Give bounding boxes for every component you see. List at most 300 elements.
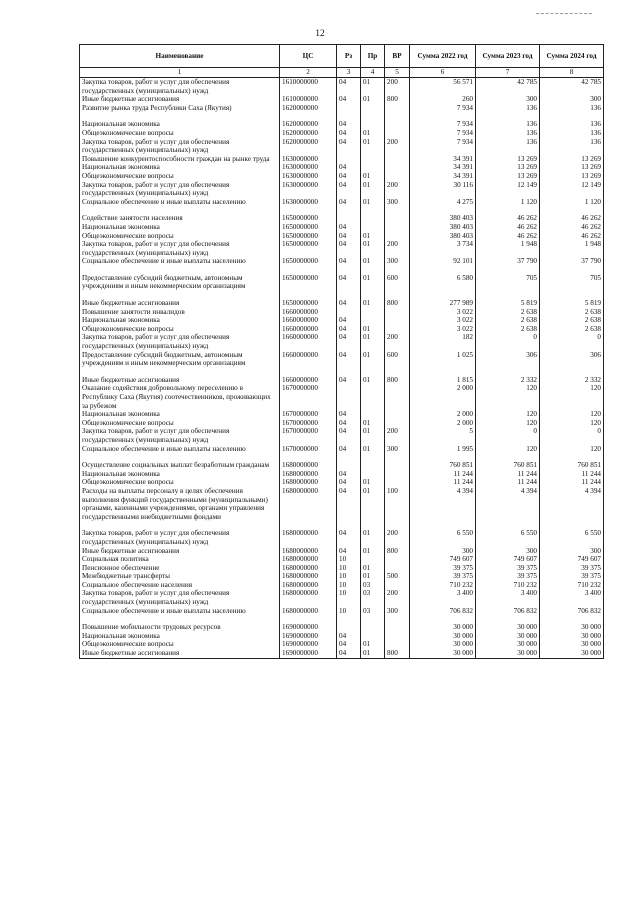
cell-vr: [385, 291, 410, 299]
cell-sum-2024: 120: [540, 445, 604, 454]
cell-name: Расходы на выплаты персоналу в целях обеспечения выполнения функций государственными (муниципальными) органами, казенными учреждениями, органами управления государственными внебюджетными фондами: [80, 487, 280, 521]
cell-vr: 800: [385, 95, 410, 104]
cell-cs: 1690000000: [280, 623, 337, 632]
cell-sum-2022: [410, 521, 476, 529]
cell-pr: [361, 316, 385, 325]
cell-sum-2024: 749 607: [540, 555, 604, 564]
cell-sum-2022: 380 403: [410, 223, 476, 232]
cell-sum-2024: 37 790: [540, 257, 604, 266]
cell-sum-2022: 39 375: [410, 572, 476, 581]
cell-rz: [337, 521, 361, 529]
cell-sum-2024: 1 948: [540, 240, 604, 257]
cell-rz: 04: [337, 257, 361, 266]
cell-pr: 01: [361, 129, 385, 138]
cell-pr: 01: [361, 564, 385, 573]
table-row: [80, 120, 604, 129]
cell-sum-2024: 2 638: [540, 308, 604, 317]
table-row: [80, 104, 604, 113]
cell-vr: [385, 325, 410, 334]
table-row: [80, 232, 604, 241]
cell-pr: 01: [361, 376, 385, 385]
cell-name: Повышение мобильности трудовых ресурсов: [80, 623, 280, 632]
cell-pr: 01: [361, 232, 385, 241]
cell-sum-2024: 5 819: [540, 299, 604, 308]
cell-name: Иные бюджетные ассигнования: [80, 649, 280, 658]
cell-cs: 1620000000: [280, 104, 337, 113]
cell-cs: [280, 615, 337, 623]
header-number-row: [80, 68, 604, 78]
table-row: [80, 564, 604, 573]
cell-rz: [337, 112, 361, 120]
cell-vr: 800: [385, 299, 410, 308]
table-row: [80, 581, 604, 590]
cell-vr: [385, 172, 410, 181]
col-header-rz: Рз: [337, 45, 361, 68]
cell-sum-2024: [540, 206, 604, 214]
cell-cs: 1670000000: [280, 427, 337, 444]
cell-sum-2022: 34 391: [410, 172, 476, 181]
cell-cs: 1650000000: [280, 232, 337, 241]
cell-name: Закупка товаров, работ и услуг для обеспечения государственных (муниципальных) нужд: [80, 240, 280, 257]
table-row: [80, 291, 604, 299]
table-row: [80, 299, 604, 308]
cell-pr: [361, 453, 385, 461]
cell-rz: 10: [337, 581, 361, 590]
cell-sum-2023: 136: [476, 138, 540, 155]
cell-cs: [280, 112, 337, 120]
cell-sum-2024: [540, 266, 604, 274]
cell-rz: 04: [337, 640, 361, 649]
cell-sum-2022: 7 934: [410, 138, 476, 155]
cell-name: Предоставление субсидий бюджетным, автономным учреждениям и иным некоммерческим организациям: [80, 274, 280, 291]
cell-name: Повышение конкурентоспособности граждан на рынке труда: [80, 155, 280, 164]
cell-pr: [361, 632, 385, 641]
cell-rz: [337, 155, 361, 164]
cell-sum-2022: 277 989: [410, 299, 476, 308]
cell-sum-2022: [410, 453, 476, 461]
cell-cs: 1680000000: [280, 564, 337, 573]
cell-vr: [385, 410, 410, 419]
cell-vr: 500: [385, 572, 410, 581]
table-row: [80, 316, 604, 325]
cell-sum-2022: 7 934: [410, 129, 476, 138]
cell-vr: [385, 453, 410, 461]
cell-rz: 04: [337, 529, 361, 546]
cell-sum-2022: 760 851: [410, 461, 476, 470]
cell-pr: [361, 163, 385, 172]
cell-name: [80, 521, 280, 529]
cell-pr: [361, 223, 385, 232]
cell-rz: 04: [337, 470, 361, 479]
cell-cs: 1630000000: [280, 172, 337, 181]
cell-vr: [385, 155, 410, 164]
cell-sum-2023: 0: [476, 333, 540, 350]
cell-sum-2022: 92 101: [410, 257, 476, 266]
cell-vr: [385, 120, 410, 129]
table-row: [80, 445, 604, 454]
cell-sum-2023: [476, 521, 540, 529]
cell-name: Национальная экономика: [80, 163, 280, 172]
cell-pr: 01: [361, 198, 385, 207]
table-row: [80, 615, 604, 623]
col-number: 8: [540, 68, 604, 78]
col-header-sum-2022: Сумма 2022 год: [410, 45, 476, 68]
cell-vr: [385, 206, 410, 214]
cell-pr: 01: [361, 274, 385, 291]
cell-sum-2023: [476, 206, 540, 214]
cell-sum-2022: 4 394: [410, 487, 476, 521]
cell-pr: 01: [361, 325, 385, 334]
cell-rz: [337, 104, 361, 113]
table-row: [80, 419, 604, 428]
table-row: [80, 427, 604, 444]
cell-rz: 10: [337, 607, 361, 616]
cell-vr: [385, 308, 410, 317]
table-row: [80, 384, 604, 410]
cell-vr: [385, 223, 410, 232]
cell-rz: [337, 615, 361, 623]
cell-sum-2023: [476, 615, 540, 623]
cell-sum-2023: 13 269: [476, 172, 540, 181]
cell-sum-2022: 380 403: [410, 232, 476, 241]
cell-sum-2024: 30 000: [540, 649, 604, 658]
cell-name: Закупка товаров, работ и услуг для обеспечения государственных (муниципальных) нужд: [80, 529, 280, 546]
cell-cs: 1660000000: [280, 308, 337, 317]
cell-pr: 01: [361, 427, 385, 444]
table-row: [80, 198, 604, 207]
cell-sum-2022: 3 400: [410, 589, 476, 606]
cell-sum-2023: [476, 291, 540, 299]
cell-name: Повышение занятости инвалидов: [80, 308, 280, 317]
cell-vr: [385, 581, 410, 590]
cell-sum-2023: 0: [476, 427, 540, 444]
table-row: [80, 376, 604, 385]
table-row: [80, 172, 604, 181]
cell-cs: 1650000000: [280, 214, 337, 223]
cell-sum-2024: [540, 291, 604, 299]
cell-pr: [361, 308, 385, 317]
cell-sum-2022: [410, 291, 476, 299]
cell-sum-2023: 136: [476, 120, 540, 129]
table-row: [80, 478, 604, 487]
cell-sum-2024: 3 400: [540, 589, 604, 606]
cell-pr: [361, 470, 385, 479]
table-row: [80, 325, 604, 334]
cell-sum-2022: 6 580: [410, 274, 476, 291]
cell-sum-2024: 11 244: [540, 470, 604, 479]
col-number: 5: [385, 68, 410, 78]
cell-sum-2022: 39 375: [410, 564, 476, 573]
cell-vr: 800: [385, 376, 410, 385]
cell-rz: 10: [337, 572, 361, 581]
cell-sum-2023: [476, 266, 540, 274]
table-row: [80, 206, 604, 214]
table-row: [80, 223, 604, 232]
cell-sum-2023: 37 790: [476, 257, 540, 266]
cell-vr: [385, 555, 410, 564]
cell-rz: 04: [337, 240, 361, 257]
cell-sum-2024: 710 232: [540, 581, 604, 590]
cell-sum-2023: 30 000: [476, 649, 540, 658]
cell-sum-2022: [410, 615, 476, 623]
cell-name: [80, 266, 280, 274]
cell-cs: 1680000000: [280, 487, 337, 521]
cell-vr: 200: [385, 529, 410, 546]
cell-pr: 01: [361, 138, 385, 155]
cell-vr: [385, 163, 410, 172]
cell-rz: 04: [337, 120, 361, 129]
cell-sum-2022: 2 000: [410, 384, 476, 410]
table-row: [80, 572, 604, 581]
cell-sum-2022: 1 995: [410, 445, 476, 454]
cell-pr: [361, 521, 385, 529]
cell-sum-2024: 42 785: [540, 78, 604, 96]
cell-sum-2024: 136: [540, 129, 604, 138]
cell-sum-2022: 7 934: [410, 120, 476, 129]
cell-vr: [385, 104, 410, 113]
cell-cs: 1650000000: [280, 223, 337, 232]
cell-name: Содействие занятости населения: [80, 214, 280, 223]
cell-name: Общеэкономические вопросы: [80, 419, 280, 428]
cell-vr: 300: [385, 198, 410, 207]
cell-pr: 01: [361, 78, 385, 96]
cell-sum-2023: 46 262: [476, 214, 540, 223]
cell-sum-2024: 2 638: [540, 325, 604, 334]
cell-rz: 04: [337, 138, 361, 155]
table-row: [80, 623, 604, 632]
cell-vr: [385, 368, 410, 376]
cell-vr: 300: [385, 257, 410, 266]
cell-sum-2024: 4 394: [540, 487, 604, 521]
table-row: [80, 333, 604, 350]
cell-sum-2022: [410, 112, 476, 120]
cell-pr: [361, 555, 385, 564]
cell-sum-2022: 30 000: [410, 649, 476, 658]
cell-rz: 04: [337, 299, 361, 308]
cell-sum-2023: 13 269: [476, 155, 540, 164]
cell-sum-2023: 39 375: [476, 572, 540, 581]
cell-name: Национальная экономика: [80, 632, 280, 641]
cell-name: Общеэкономические вопросы: [80, 172, 280, 181]
cell-rz: [337, 623, 361, 632]
cell-name: Национальная экономика: [80, 120, 280, 129]
cell-sum-2023: 39 375: [476, 564, 540, 573]
cell-sum-2024: 300: [540, 547, 604, 556]
cell-name: Общеэкономические вопросы: [80, 129, 280, 138]
cell-name: [80, 368, 280, 376]
cell-sum-2022: 300: [410, 547, 476, 556]
cell-vr: 100: [385, 487, 410, 521]
cell-pr: [361, 206, 385, 214]
cell-sum-2022: 30 000: [410, 632, 476, 641]
cell-sum-2024: 136: [540, 104, 604, 113]
cell-sum-2023: 46 262: [476, 223, 540, 232]
cell-pr: 01: [361, 478, 385, 487]
cell-pr: 01: [361, 299, 385, 308]
cell-sum-2022: 34 391: [410, 163, 476, 172]
cell-sum-2024: 760 851: [540, 461, 604, 470]
cell-pr: [361, 623, 385, 632]
cell-cs: 1690000000: [280, 649, 337, 658]
cell-name: [80, 112, 280, 120]
cell-pr: 01: [361, 333, 385, 350]
table-row: [80, 155, 604, 164]
cell-cs: 1620000000: [280, 129, 337, 138]
cell-vr: 200: [385, 333, 410, 350]
cell-pr: 01: [361, 181, 385, 198]
cell-sum-2022: 2 000: [410, 419, 476, 428]
cell-sum-2022: 182: [410, 333, 476, 350]
cell-sum-2022: 1 815: [410, 376, 476, 385]
cell-sum-2022: 34 391: [410, 155, 476, 164]
cell-sum-2024: 11 244: [540, 478, 604, 487]
cell-name: Осуществление социальных выплат безработным гражданам: [80, 461, 280, 470]
cell-name: Национальная экономика: [80, 223, 280, 232]
cell-cs: 1690000000: [280, 632, 337, 641]
cell-pr: 03: [361, 589, 385, 606]
cell-sum-2023: 2 332: [476, 376, 540, 385]
cell-cs: 1670000000: [280, 419, 337, 428]
cell-sum-2023: 300: [476, 95, 540, 104]
cell-rz: [337, 308, 361, 317]
cell-sum-2022: 710 232: [410, 581, 476, 590]
cell-sum-2023: 706 832: [476, 607, 540, 616]
cell-cs: 1630000000: [280, 155, 337, 164]
cell-vr: [385, 521, 410, 529]
table-row: [80, 240, 604, 257]
cell-name: [80, 453, 280, 461]
col-number: 4: [361, 68, 385, 78]
cell-sum-2024: 30 000: [540, 640, 604, 649]
cell-pr: [361, 384, 385, 410]
cell-sum-2023: 120: [476, 445, 540, 454]
cell-name: Социальное обеспечение и иные выплаты населению: [80, 198, 280, 207]
cell-name: Общеэкономические вопросы: [80, 232, 280, 241]
col-header-sum-2024: Сумма 2024 год: [540, 45, 604, 68]
table-row: [80, 470, 604, 479]
cell-sum-2022: 3 734: [410, 240, 476, 257]
cell-sum-2022: [410, 266, 476, 274]
cell-sum-2022: 3 022: [410, 316, 476, 325]
col-number: 2: [280, 68, 337, 78]
cell-sum-2024: 120: [540, 384, 604, 410]
table-row: [80, 649, 604, 658]
cell-cs: 1690000000: [280, 640, 337, 649]
cell-pr: 01: [361, 649, 385, 658]
cell-name: Иные бюджетные ассигнования: [80, 547, 280, 556]
cell-rz: 04: [337, 95, 361, 104]
cell-vr: 200: [385, 427, 410, 444]
cell-vr: 600: [385, 351, 410, 368]
cell-pr: 01: [361, 240, 385, 257]
cell-sum-2022: 11 244: [410, 478, 476, 487]
cell-pr: [361, 112, 385, 120]
cell-cs: 1650000000: [280, 240, 337, 257]
cell-sum-2023: 120: [476, 419, 540, 428]
cell-sum-2022: 5: [410, 427, 476, 444]
cell-rz: [337, 368, 361, 376]
cell-cs: 1620000000: [280, 138, 337, 155]
col-header-name: Наименование: [80, 45, 280, 68]
cell-cs: 1660000000: [280, 376, 337, 385]
cell-sum-2022: 260: [410, 95, 476, 104]
cell-name: Предоставление субсидий бюджетным, автономным учреждениям и иным некоммерческим организациям: [80, 351, 280, 368]
cell-cs: 1680000000: [280, 589, 337, 606]
col-header-cs: ЦС: [280, 45, 337, 68]
cell-rz: [337, 384, 361, 410]
table-row: [80, 453, 604, 461]
cell-pr: [361, 214, 385, 223]
table-row: [80, 266, 604, 274]
cell-sum-2024: [540, 615, 604, 623]
cell-rz: 04: [337, 163, 361, 172]
cell-cs: 1660000000: [280, 351, 337, 368]
cell-cs: 1680000000: [280, 581, 337, 590]
table-row: [80, 78, 604, 96]
cell-sum-2022: 380 403: [410, 214, 476, 223]
cell-sum-2022: 11 244: [410, 470, 476, 479]
cell-rz: 04: [337, 198, 361, 207]
cell-rz: 04: [337, 478, 361, 487]
cell-pr: 01: [361, 95, 385, 104]
cell-vr: [385, 266, 410, 274]
cell-name: Закупка товаров, работ и услуг для обеспечения государственных (муниципальных) нужд: [80, 333, 280, 350]
cell-sum-2024: 136: [540, 138, 604, 155]
cell-cs: 1660000000: [280, 316, 337, 325]
cell-rz: 04: [337, 376, 361, 385]
cell-rz: 04: [337, 129, 361, 138]
cell-sum-2024: 706 832: [540, 607, 604, 616]
cell-sum-2023: 300: [476, 547, 540, 556]
cell-pr: [361, 291, 385, 299]
cell-rz: 04: [337, 632, 361, 641]
cell-sum-2023: 30 000: [476, 632, 540, 641]
cell-pr: 01: [361, 487, 385, 521]
cell-sum-2023: 11 244: [476, 470, 540, 479]
cell-name: Общеэкономические вопросы: [80, 478, 280, 487]
cell-cs: [280, 206, 337, 214]
cell-vr: [385, 640, 410, 649]
cell-pr: 01: [361, 445, 385, 454]
cell-sum-2023: [476, 368, 540, 376]
cell-sum-2022: 2 000: [410, 410, 476, 419]
cell-sum-2024: 46 262: [540, 223, 604, 232]
cell-cs: 1680000000: [280, 547, 337, 556]
cell-sum-2023: 760 851: [476, 461, 540, 470]
cell-vr: 300: [385, 607, 410, 616]
cell-sum-2024: 120: [540, 410, 604, 419]
table-row: [80, 274, 604, 291]
cell-cs: 1680000000: [280, 572, 337, 581]
cell-sum-2023: 30 000: [476, 623, 540, 632]
cell-rz: 04: [337, 445, 361, 454]
cell-name: Социальное обеспечение и иные выплаты населению: [80, 607, 280, 616]
cell-rz: 04: [337, 333, 361, 350]
cell-pr: [361, 155, 385, 164]
cell-sum-2024: [540, 521, 604, 529]
cell-sum-2023: 120: [476, 410, 540, 419]
cell-vr: [385, 478, 410, 487]
cell-rz: 10: [337, 589, 361, 606]
cell-vr: [385, 615, 410, 623]
cell-sum-2022: 3 022: [410, 308, 476, 317]
cell-sum-2023: 12 149: [476, 181, 540, 198]
cell-sum-2023: 46 262: [476, 232, 540, 241]
cell-rz: 04: [337, 325, 361, 334]
table-row: [80, 632, 604, 641]
cell-sum-2022: 30 000: [410, 623, 476, 632]
cell-sum-2024: 46 262: [540, 214, 604, 223]
